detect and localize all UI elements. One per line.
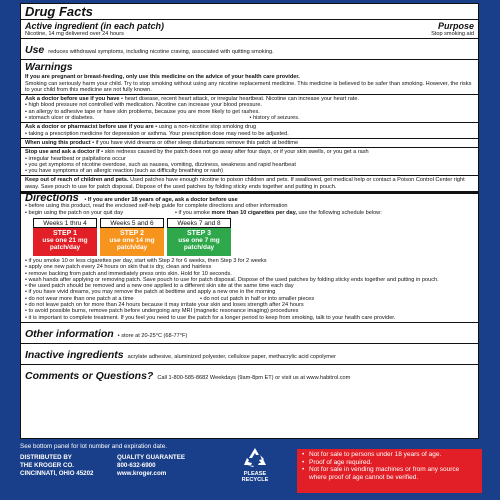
directions-item: it is important to complete treatment. If you feel you need to use the patch for a longer period to keep from smoking, talk to your health care provider. — [28, 314, 396, 321]
distributor-city: CINCINNATI, OHIO 45202 — [20, 470, 94, 477]
step-weeks: Weeks 7 and 8 — [167, 218, 231, 228]
ask-pharmacist-section: Ask a doctor or pharmacist before use if you are • using a non-nicotine stop smoking drug • taking a prescription medicine for depression or asthma. Your prescription dose may need to be adjusted. — [21, 123, 478, 139]
directions-item: do not wear more than one patch at a time — [28, 295, 134, 302]
step-2 — [100, 218, 164, 256]
recycle-icon — [242, 446, 268, 468]
directions-intro: If you are under 18 years of age, ask a doctor before use — [87, 197, 238, 204]
step-box — [167, 228, 231, 256]
use-section — [21, 39, 478, 60]
directions-section: Directions • If you are under 18 years of age, ask a doctor before use • before using this product, read the enclosed self-help guide for complete directions and other information • begin using the patch on your quit day • if you smoke more than 10 cigarettes per day, use the following schedule below: Weeks 1 thru 4 STEP 1 use one 21 mg patch/day Weeks 5 and 6 STEP 2 use one 14 mg patch/day Weeks 7 and 8 STEP 3 use one 7 mg patch/day • if you smoke 10 or less cigarettes per day, start with Step 2 for 6 weeks, then Step 3 for 2 weeks • apply one new patch every 24 hours on skin that is dry, clean and hairless • remove backing from patch and immediately press onto skin. Hold for 10 seconds. • wash hands after applying or removing patch. Save pouch to use for patch disposal. Dispose of the used patches by folding sticky ends together and putting in pouch. • the used patch should be removed and a new one applied to a different skin site at the same time each day • if you have vivid dreams, you may remove the patch at bedtime and apply a new one in the morning • do not wear more than one patch at a time • do not cut patch in half or into smaller pieces • do not leave patch on for more than 24 hours because it may irritate your skin and loses strength after 24 hours • to avoid possible burns, remove patch before undergoing any MRI (magnetic resonance imaging) procedures • it is important to complete treatment. If you feel you need to use the patch for a longer period to keep from smoking, talk to your health care provider. — [21, 194, 478, 323]
pregnancy-warning-text: Smoking can seriously harm your child. Try to stop smoking without using any nicotine replacement medicine. This medicine is believed to be safer than smoking. However, the risks to your child from this medicine are not fully known. — [25, 80, 472, 93]
directions-item: do not leave patch on for more than 24 hours because it may irritate your skin and loses strength after 24 hours — [28, 302, 304, 309]
directions-item: apply one new patch every 24 hours on skin that is dry, clean and hairless — [28, 264, 212, 271]
step-box — [33, 228, 97, 256]
other-info-text: store at 20-25°C (68-77°F) — [121, 332, 188, 339]
ask-doctor-item: high blood pressure not controlled with medication. Nicotine can increase your blood pressure. — [28, 102, 263, 109]
ask-doctor-header: Ask a doctor before use if you have — [25, 96, 120, 103]
step-3 — [167, 218, 231, 256]
step-1 — [33, 218, 97, 256]
step-label: STEP 3 — [187, 229, 211, 237]
stop-use-item: skin redness caused by the patch does not go away after four days, or if your skin swells, or you get a rash — [104, 149, 369, 156]
use-text: reduces withdrawal symptoms, including nicotine craving, associated with quitting smoking. — [48, 49, 274, 56]
lot-note: See bottom panel for lot number and expiration date. — [20, 443, 168, 450]
step-dose: use one 7 mg patch/day — [178, 237, 220, 252]
step-weeks: Weeks 1 thru 4 — [33, 218, 97, 228]
stop-use-section: Stop use and ask a doctor if • skin redness caused by the patch does not go away after four days, or if your skin swells, or you get a rash • irregular heartbeat or palpitations occur • you get symptoms of nicotine overdose, such as nausea, vomiting, dizziness, weakness and rapid heartbeat • you have symptoms of an allergic reaction (such as difficulty breathing or rash) — [21, 148, 478, 176]
package-footer — [0, 441, 500, 500]
ask-doctor-section: Ask a doctor before use if you have • heart disease, recent heart attack, or irregular heartbeat. Nicotine can increase your heart rate. • high blood pressure not controlled with medication. Nicotine can increase your blood pressure. • an allergy to adhesive tape or have skin problems, because you are more likely to get rashes. • stomach ulcer or diabetes. • history of seizures. — [21, 95, 478, 123]
pregnancy-warning-bold: If you are pregnant or breast-feeding, only use this medicine on the advice of your health care provider. — [25, 74, 300, 81]
when-using-header: When using this product — [25, 139, 91, 146]
keep-out-bold: Keep out of reach of children and pets. — [25, 177, 129, 184]
inactive-text: acrylate adhesive, aluminized polyester, cellulose paper, methacrylic acid copolymer — [127, 353, 336, 360]
step-dose: use one 14 mg patch/day — [109, 237, 155, 252]
warnings-section — [21, 60, 478, 95]
step-dose: use one 21 mg patch/day — [42, 237, 88, 252]
directions-item: if you smoke 10 or less cigarettes per day, start with Step 2 for 6 weeks, then Step 3 for 2 weeks — [28, 257, 267, 264]
schedule-intro-bold: more than 10 cigarettes per day, — [211, 209, 297, 216]
comments-header: Comments or Questions? — [25, 369, 154, 382]
directions-item: if you have vivid dreams, you may remove the patch at bedtime and apply a new one in the morning — [28, 289, 276, 296]
directions-header: Directions — [25, 192, 79, 205]
purpose-header: Purpose — [437, 21, 474, 31]
active-ingredient-section — [21, 20, 478, 39]
dosage-schedule — [33, 218, 474, 256]
comments-section — [21, 365, 478, 385]
guarantee-phone: 800-632-6900 — [117, 462, 156, 469]
step-weeks: Weeks 5 and 6 — [100, 218, 164, 228]
age-notice: • Not for sale to persons under 18 years of age. — [302, 451, 477, 459]
guarantee-label: QUALITY GUARANTEE — [117, 454, 185, 461]
keep-out-section — [21, 176, 478, 194]
recycle-label: PLEASE RECYCLE — [241, 471, 269, 484]
directions-item: begin using the patch on your quit day — [28, 209, 124, 216]
directions-item: wash hands after applying or removing patch. Save pouch to use for patch disposal. Dispose of the used patches by folding sticky ends together and putting in pouch. — [28, 276, 439, 283]
ask-doctor-item: an allergy to adhesive tape or have skin problems, because you are more likely to get rashes. — [28, 108, 260, 115]
other-info-section: Other information • store at 20-25°C (68-77°F) — [21, 323, 478, 344]
comments-text: Call 1-800-585-8682 Weekdays (9am-8pm ET) or visit us at www.habitrol.com — [157, 374, 351, 381]
other-info-header: Other information — [25, 327, 114, 340]
schedule-intro-post: use the following schedule below: — [298, 209, 382, 216]
schedule-intro-pre: if you smoke — [178, 209, 210, 216]
keep-out-text: Used patches have enough nicotine to poison children and pets. If swallowed, get medical help or contact a Poison Control Center right away. Save pouch to use for patch disposal. Dispose of the used patches by folding sticky ends together and putting in pouch. — [25, 177, 465, 190]
active-ingredient-text: Nicotine, 14 mg delivered over 24 hours — [25, 31, 124, 37]
inactive-header: Inactive ingredients — [25, 348, 124, 361]
when-using-section: When using this product • if you have vivid dreams or other sleep disturbances remove this patch at bedtime — [21, 139, 478, 148]
ask-pharmacist-header: Ask a doctor or pharmacist before use if you are — [25, 124, 154, 131]
ask-pharmacist-item: using a non-nicotine stop smoking drug — [158, 124, 257, 131]
directions-item: remove backing from patch and immediately press onto skin. Hold for 10 seconds. — [28, 270, 232, 277]
when-using-text: if you have vivid dreams or other sleep disturbances remove this patch at bedtime — [95, 139, 299, 146]
inactive-section — [21, 344, 478, 365]
step-label: STEP 2 — [120, 229, 144, 237]
stop-use-header: Stop use and ask a doctor if — [25, 149, 100, 156]
guarantee-url: www.kroger.com — [117, 470, 167, 477]
drug-facts-title: Drug Facts — [25, 4, 93, 19]
drug-facts-header — [21, 4, 478, 20]
purpose-text: Stop smoking aid — [431, 31, 474, 37]
ask-doctor-item: heart disease, recent heart attack, or irregular heartbeat. Nicotine can increase your heart rate. — [124, 96, 360, 103]
use-header: Use — [25, 44, 45, 57]
stop-use-item: irregular heartbeat or palpitations occur — [28, 155, 126, 162]
step-box — [100, 228, 164, 256]
distributor-name: THE KROGER CO. — [20, 462, 74, 469]
age-notice: • Not for sale in vending machines or from any source where proof of age cannot be verified. — [302, 466, 477, 481]
directions-item: to avoid possible burns, remove patch before undergoing any MRI (magnetic resonance imaging) procedures — [28, 308, 299, 315]
directions-item: before using this product, read the enclosed self-help guide for complete directions and other information — [28, 203, 288, 210]
age-notice-box — [297, 449, 482, 493]
warnings-header: Warnings — [25, 61, 73, 74]
drug-facts-panel — [20, 3, 479, 439]
ask-doctor-item: stomach ulcer or diabetes. — [28, 115, 95, 122]
step-label: STEP 1 — [53, 229, 77, 237]
stop-use-item: you get symptoms of nicotine overdose, such as nausea, vomiting, dizziness, weakness and rapid heartbeat — [28, 161, 296, 168]
ask-pharmacist-item: taking a prescription medicine for depression or asthma. Your prescription dose may need to be adjusted. — [28, 130, 289, 137]
directions-item: the used patch should be removed and a new one applied to a different skin site at the same time each day — [28, 283, 294, 290]
active-ingredient-header: Active ingredient (in each patch) — [25, 21, 165, 31]
directions-item: do not cut patch in half or into smaller pieces — [203, 295, 315, 302]
distributor-label: DISTRIBUTED BY — [20, 454, 72, 461]
stop-use-item: you have symptoms of an allergic reaction (such as difficulty breathing or rash) — [28, 168, 224, 175]
ask-doctor-item: history of seizures. — [253, 115, 300, 122]
age-notice: • Proof of age required. — [302, 459, 477, 467]
